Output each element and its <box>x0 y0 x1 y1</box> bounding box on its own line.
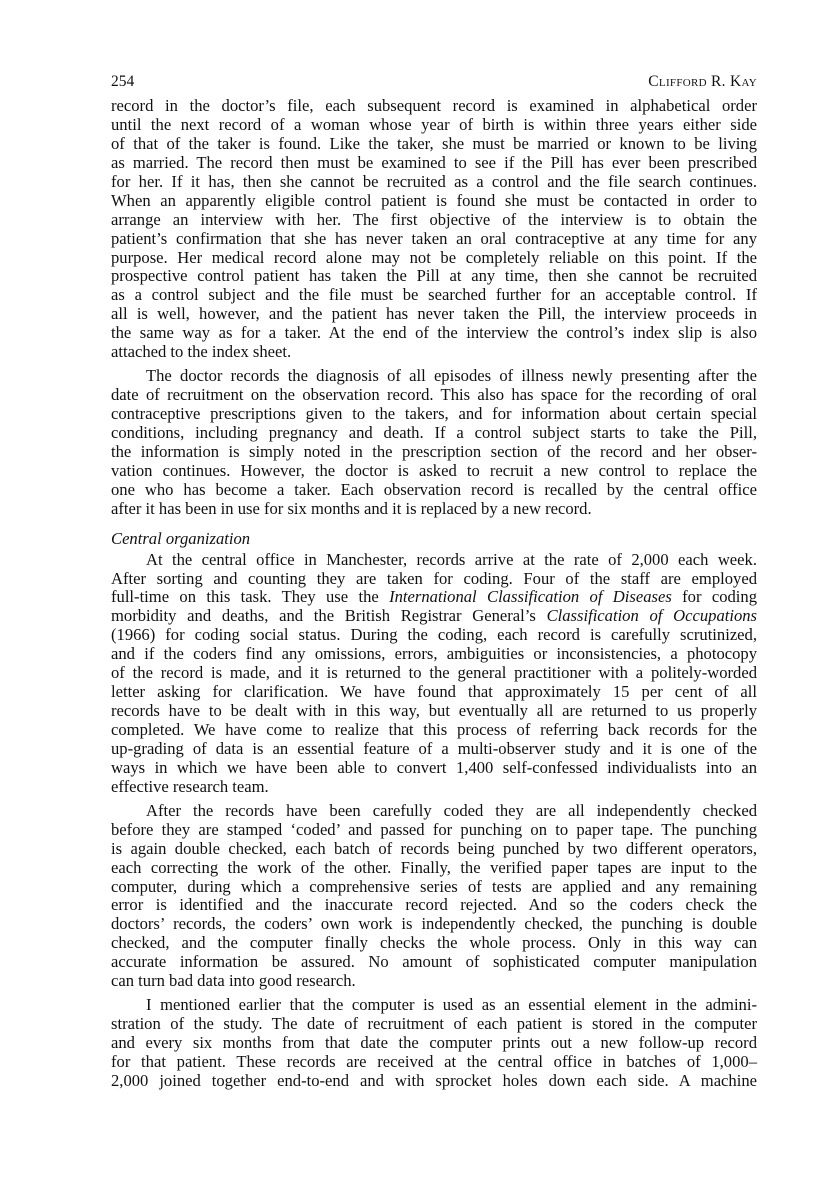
text-line: letter asking for clarification. We have found that approximately 15 per cent of all <box>111 682 757 702</box>
text-line: as a control subject and the file must be searched further for an acceptable control. If <box>111 285 757 305</box>
text-line: When an apparently eligible control patient is found she must be contacted in order to <box>111 190 757 210</box>
text-line: as married. The record then must be examined to see if the Pill has ever been prescribed <box>111 152 757 172</box>
text-line: record in the doctor’s file, each subsequent record is examined in alphabetical order <box>111 96 757 115</box>
text-line: The doctor records the diagnosis of all episodes of illness newly presenting after the <box>146 366 757 386</box>
running-author: Clifford R. Kay <box>648 73 757 90</box>
text-line: date of recruitment on the observation record. This also has space for the recording of oral <box>111 385 757 405</box>
paragraph-central-office-coding <box>111 551 757 797</box>
text-line: until the next record of a woman whose year of birth is within three years either side <box>111 114 757 134</box>
text-line: stration of the study. The date of recruitment of each patient is stored in the computer <box>111 1014 757 1034</box>
paragraph-computer-administration <box>111 996 757 1091</box>
text-line: for that patient. These records are received at the central office in batches of 1,000– <box>111 1051 757 1071</box>
italic-title: International Classification of Diseases <box>389 587 672 607</box>
text-line: is again double checked, each batch of records being punched by two different operators, <box>111 838 757 858</box>
running-header <box>111 73 757 93</box>
text-line: patient’s confirmation that she has never taken an oral contraceptive at any time for any <box>111 228 757 248</box>
text-line: accurate information be assured. No amount of sophisticated computer manipulation <box>111 952 757 972</box>
text-line: records have to be dealt with in this way, but eventually all are returned to us properly <box>111 701 757 721</box>
text-line: (1966) for coding social status. During the coding, each record is carefully scrutinized, <box>111 625 757 645</box>
italic-title: Classification of Occupations <box>546 606 758 626</box>
text-line: computer, during which a comprehensive series of tests are applied and any remaining <box>111 876 757 896</box>
text-line: all is well, however, and the patient has never taken the Pill, the interview proceeds in <box>111 304 757 324</box>
text-line: contraceptive prescriptions given to the takers, and for information about certain special <box>111 404 757 423</box>
text-line: ways in which we have been able to convert 1,400 self-confessed individualists into an <box>111 757 757 777</box>
text-line: effective research team. <box>111 776 269 796</box>
body-text <box>111 97 757 1091</box>
text-line: At the central office in Manchester, records arrive at the rate of 2,000 each week. <box>146 549 757 569</box>
text-line: the same way as for a taker. At the end of the interview the control’s index slip is also <box>111 323 757 343</box>
text-line: arrange an interview with her. The first objective of the interview is to obtain the <box>111 209 757 229</box>
text-line: purpose. Her medical record alone may not be completely reliable on this point. If the <box>111 247 757 267</box>
text-line: prospective control patient has taken the Pill at any time, then she cannot be recruited <box>111 266 757 286</box>
text-line: for her. If it has, then she cannot be recruited as a control and the file search continues. <box>111 171 757 191</box>
paragraph-observation-record <box>111 367 757 519</box>
text-line: checked, and the computer finally checks the whole process. Only in this way can <box>111 933 757 953</box>
text-line: up-grading of data is an essential feature of a multi-observer study and it is one of the <box>111 738 757 758</box>
paragraph-recruitment-controls <box>111 97 757 362</box>
text-line: the information is simply noted in the prescription section of the record and her obser- <box>111 441 757 461</box>
text-line: completed. We have come to realize that this process of referring back records for the <box>111 720 757 740</box>
text-line: error is identified and the inaccurate record rejected. And so the coders check the <box>111 895 757 915</box>
text-line: I mentioned earlier that the computer is used as an essential element in the admini- <box>146 995 757 1015</box>
section-heading: Central organization <box>111 528 251 548</box>
text-line: 2,000 joined together end-to-end and with sprocket holes down each side. A machine <box>111 1070 757 1090</box>
text-line: and every six months from that date the computer prints out a new follow-up record <box>111 1033 757 1053</box>
text-line: After the records have been carefully coded they are all independently checked <box>146 800 757 820</box>
text-line: before they are stamped ‘coded’ and passed for punching on to paper tape. The punching <box>111 819 757 839</box>
text-line: and if the coders find any omissions, errors, ambiguities or inconsistencies, a photocopy <box>111 644 757 664</box>
text-line: full-time on this task. They use the International Classification of Diseases for coding <box>111 587 757 607</box>
text-line: After sorting and counting they are taken for coding. Four of the staff are employed <box>111 568 757 588</box>
text-line: vation continues. However, the doctor is asked to recruit a new control to replace the <box>111 460 757 480</box>
text-line: doctors’ records, the coders’ own work is independently checked, the punching is double <box>111 914 757 934</box>
paragraph-checking-process <box>111 802 757 991</box>
text-line: after it has been in use for six months and it is replaced by a new record. <box>111 498 592 518</box>
text-line: conditions, including pregnancy and death. If a control subject starts to take the Pill, <box>111 422 757 442</box>
text-line: attached to the index sheet. <box>111 342 292 362</box>
text-line: of the record is made, and it is returned to the general practitioner with a politely-worded <box>111 663 757 683</box>
text-line: can turn bad data into good research. <box>111 971 356 991</box>
text-line: of that of the taker is found. Like the taker, she must be married or known to be living <box>111 133 757 153</box>
page-number: 254 <box>111 73 135 90</box>
text-line: morbidity and deaths, and the British Registrar General’s Classification of Occupations <box>111 606 758 626</box>
text-line: one who has become a taker. Each observation record is recalled by the central office <box>111 479 757 499</box>
text-line: each correcting the work of the other. Finally, the verified paper tapes are input to the <box>111 857 757 877</box>
